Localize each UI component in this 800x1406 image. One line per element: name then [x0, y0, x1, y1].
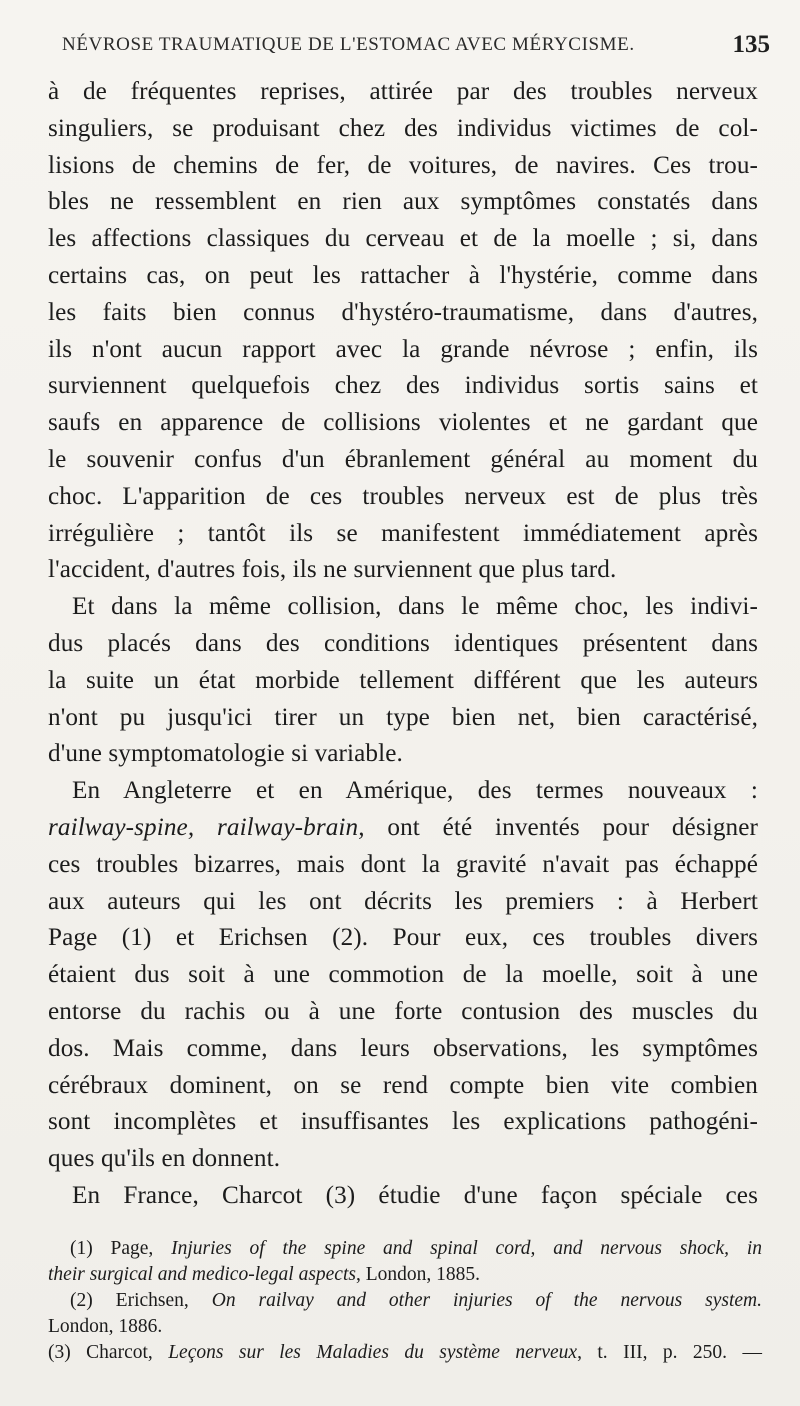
- text-line: étaient dus soit à une commotion de la moelle, soit à une: [48, 961, 758, 989]
- text-line: n'ont pu jusqu'ici tirer un type bien net, bien caractérisé,: [48, 703, 758, 731]
- text-line: ques qu'ils en donnent.: [48, 1145, 281, 1173]
- text-line: la suite un état morbide tellement différent que les auteurs: [48, 666, 758, 694]
- text-line: certains cas, on peut les rattacher à l'hystérie, comme dans: [48, 261, 758, 289]
- text-line: aux auteurs qui les ont décrits les premiers : à Herbert: [48, 887, 758, 915]
- text-line-with-terms: [48, 810, 758, 847]
- text-line: ces troubles bizarres, mais dont la gravité n'avait pas échappé: [48, 850, 758, 878]
- text-line: dos. Mais comme, dans leurs observations, les symptômes: [48, 1034, 758, 1062]
- footnote-1: (1) Page, Injuries of the spine and spinal cord, and nervous shock, in: [70, 1238, 762, 1259]
- text-line: bles ne ressemblent en rien aux symptômes constatés dans: [48, 188, 758, 216]
- body-text: [48, 74, 758, 1215]
- italic-term: railway-brain,: [216, 813, 365, 841]
- text-line: l'accident, d'autres fois, ils ne surviennent que plus tard.: [48, 556, 617, 584]
- paragraph-start-line: En Angleterre et en Amérique, des termes nouveaux :: [72, 777, 758, 805]
- text-line: ils n'ont aucun rapport avec la grande névrose ; enfin, ils: [48, 335, 758, 363]
- text-line: à de fréquentes reprises, attirée par des troubles nerveux: [48, 78, 758, 105]
- italic-term: railway-spine,: [48, 813, 195, 841]
- text-span: ont été inventés pour désigner: [387, 813, 758, 841]
- footnote-3: (3) Charcot, Leçons sur les Maladies du système nerveux, t. III, p. 250. —: [48, 1342, 762, 1363]
- text-line: lisions de chemins de fer, de voitures, de navires. Ces trou-: [48, 151, 758, 179]
- text-line: singuliers, se produisant chez des individus victimes de col-: [48, 114, 758, 142]
- footnotes: [48, 1236, 762, 1366]
- text-line: irrégulière ; tantôt ils se manifestent immédiatement après: [48, 519, 758, 547]
- running-header: [62, 31, 770, 64]
- text-line: cérébraux dominent, on se rend compte bien vite combien: [48, 1071, 758, 1099]
- text-line: les faits bien connus d'hystéro-traumatisme, dans d'autres,: [48, 298, 758, 326]
- text-line: les affections classiques du cerveau et de la moelle ; si, dans: [48, 225, 758, 253]
- text-line: d'une symptomatologie si variable.: [48, 740, 403, 768]
- text-line: entorse du rachis ou à une forte contusion des muscles du: [48, 997, 758, 1025]
- paragraph-start-line: En France, Charcot (3) étudie d'une façon spéciale ces: [72, 1181, 758, 1209]
- footnote-2: (2) Erichsen, On railvay and other injuries of the nervous system.: [70, 1290, 762, 1311]
- footnote-1-cont: their surgical and medico-legal aspects, London, 1885.: [48, 1264, 481, 1285]
- text-line: saufs en apparence de collisions violentes et ne gardant que: [48, 409, 758, 437]
- text-line: dus placés dans des conditions identiques présentent dans: [48, 629, 758, 657]
- text-line: le souvenir confus d'un ébranlement général au moment du: [48, 445, 758, 473]
- text-line: Page (1) et Erichsen (2). Pour eux, ces troubles divers: [48, 924, 758, 952]
- page-number: 135: [732, 31, 770, 58]
- running-title: NÉVROSE TRAUMATIQUE DE L'ESTOMAC AVEC MÉRYCISME.: [62, 34, 635, 55]
- paragraph-start-line: Et dans la même collision, dans le même choc, les indivi-: [72, 593, 758, 621]
- text-line: sont incomplètes et insuffisantes les explications pathogéni-: [48, 1108, 758, 1136]
- footnote-2-cont: London, 1886.: [48, 1316, 163, 1337]
- text-line: choc. L'apparition de ces troubles nerveux est de plus très: [48, 482, 758, 510]
- text-line: surviennent quelquefois chez des individus sortis sains et: [48, 372, 758, 400]
